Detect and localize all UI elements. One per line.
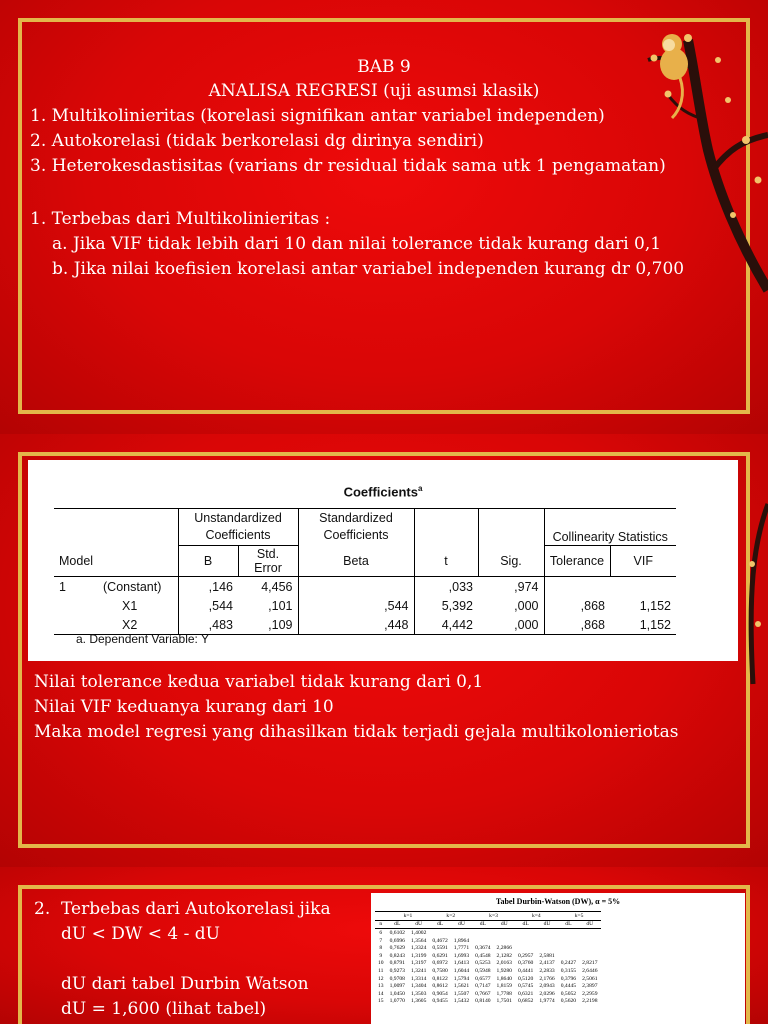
table-cell: 0,6577 <box>475 975 491 982</box>
dw-sub-header: dU <box>500 921 508 928</box>
conclusion-line-3: Maka model regresi yang dihasilkan tidak terjadi gejala multikolonieriotas <box>34 722 679 742</box>
table-cell <box>515 944 536 952</box>
table-cell: 0,8140 <box>475 998 491 1005</box>
table-cell: 0,8122 <box>432 975 448 982</box>
table-cell: 2,3897 <box>582 983 598 990</box>
table-cell <box>515 937 536 945</box>
table-cell: 1,3605 <box>410 998 427 1005</box>
col-sig: Sig. <box>478 546 544 577</box>
dw-k-header: k=1 <box>403 912 413 919</box>
durbin-watson-table-image <box>371 893 745 1024</box>
table-cell <box>451 929 472 937</box>
table-cell: 1,0097 <box>389 983 405 990</box>
table-cell: 1,3404 <box>410 983 427 990</box>
table-cell: 1,3503 <box>410 990 427 997</box>
table-row <box>375 952 601 960</box>
table-cell: 0,4672 <box>432 937 448 944</box>
table-cell: 1,3199 <box>410 952 427 959</box>
col-vif: VIF <box>610 546 676 577</box>
table-row <box>375 929 601 937</box>
table-cell <box>579 952 600 960</box>
table-cell: 0,4445 <box>560 983 577 990</box>
table-cell: 2,0296 <box>539 990 555 997</box>
col-std-error: Std. Error <box>238 546 298 577</box>
table-cell: 0,6852 <box>517 998 534 1005</box>
table-cell: 1,6413 <box>453 960 470 967</box>
table-row <box>375 944 601 952</box>
table-cell: 13 <box>378 983 384 990</box>
slide-title: BAB 9 <box>357 57 411 77</box>
dw-k-header: k=5 <box>574 912 584 919</box>
table-cell: 1,5507 <box>453 990 470 997</box>
table-row: X1 ,544 ,101 ,544 5,392 ,000 ,868 1,152 <box>54 596 676 615</box>
table-cell: 2,6446 <box>582 967 598 974</box>
criteria-b: b. Jika nilai koefisien korelasi antar variabel independen kurang dr 0,700 <box>52 259 685 279</box>
table-cell: 0,5620 <box>560 998 577 1005</box>
section-heading: 1. Terbebas dari Multikolinieritas : <box>30 209 331 229</box>
dw-sub-header: dL <box>522 921 529 928</box>
du-source: dU dari tabel Durbin Watson <box>34 974 309 994</box>
table-cell: 0,2957 <box>517 952 534 959</box>
table-cell: 1,3324 <box>410 945 427 952</box>
slide-subtitle: ANALISA REGRESI (uji asumsi klasik) <box>208 81 540 101</box>
col-tolerance: Tolerance <box>544 546 610 577</box>
table-cell: 0,7580 <box>432 967 448 974</box>
table-cell: 2,5881 <box>539 952 555 959</box>
table-cell: 14 <box>378 990 384 997</box>
table-cell <box>515 929 536 937</box>
coefficients-table <box>54 508 676 635</box>
table-cell: 0,7667 <box>475 990 491 997</box>
slide-2 <box>0 434 768 867</box>
table-cell: 0,8612 <box>432 983 448 990</box>
dw-sub-header: dU <box>543 921 551 928</box>
table-cell: 1,6044 <box>453 967 470 974</box>
col-beta: Beta <box>298 546 414 577</box>
dw-sub-header: dL <box>394 921 401 928</box>
table-cell: 1,8640 <box>496 975 512 982</box>
table-cell: 2,2198 <box>582 998 598 1005</box>
table-cell: 1,3197 <box>410 960 427 967</box>
dw-sub-header: dL <box>479 921 486 928</box>
du-value: dU = 1,600 (lihat tabel) <box>34 999 267 1019</box>
autocorrelation-heading: 2. Terbebas dari Autokorelasi jika <box>34 899 331 919</box>
table-row <box>375 982 601 990</box>
table-cell: 0,5052 <box>560 990 577 997</box>
dw-sub-header: dL <box>565 921 572 928</box>
table-cell: 2,1766 <box>539 975 555 982</box>
table-cell: 0,5948 <box>475 967 491 974</box>
table-cell: 2,8217 <box>582 960 598 967</box>
table-row: X2 ,483 ,109 ,448 4,442 ,000 ,868 1,152 <box>54 615 676 635</box>
table-cell: 15 <box>378 998 384 1005</box>
table-cell: 0,3674 <box>475 945 491 952</box>
dw-sub-header: dU <box>415 921 423 928</box>
table-cell: 0,9054 <box>432 990 448 997</box>
table-cell <box>536 944 557 952</box>
table-cell <box>558 929 579 937</box>
table-cell: 6 <box>379 929 383 936</box>
table-cell <box>536 929 557 937</box>
table-cell: 11 <box>378 967 384 974</box>
coefficients-table-image <box>28 460 738 661</box>
table-cell <box>579 929 600 937</box>
table-cell: 0,5745 <box>517 983 534 990</box>
table-cell: 2,2959 <box>582 990 598 997</box>
table-cell: 1,5794 <box>453 975 470 982</box>
dw-sub-header: dU <box>458 921 465 928</box>
autocorrelation-condition: dU < DW < 4 - dU <box>34 924 221 944</box>
dw-sub-header: dL <box>436 921 444 928</box>
slide-3 <box>0 867 768 1024</box>
table-row <box>375 937 601 945</box>
dw-k-header: k=2 <box>446 912 456 919</box>
table-cell: 8 <box>379 945 383 952</box>
table-row <box>375 998 601 1006</box>
table-cell: 1,8159 <box>496 983 512 990</box>
dw-sub-header: dU <box>586 921 594 928</box>
table-cell: 2,1282 <box>496 952 512 959</box>
dw-table-title: Tabel Durbin-Watson (DW), α = 5% <box>495 897 621 906</box>
table-cell <box>429 929 450 937</box>
table-cell: 0,7147 <box>475 983 491 990</box>
table-cell: 1,5432 <box>453 998 470 1005</box>
table-cell: 0,9273 <box>389 967 405 974</box>
table-cell <box>558 944 579 952</box>
table-cell <box>472 937 493 945</box>
table-cell <box>579 937 600 945</box>
table-cell: 0,4441 <box>517 967 534 974</box>
table-row <box>375 975 601 983</box>
header-unstandardized: Unstandardized Coefficients <box>178 509 298 546</box>
table-cell: 0,6321 <box>517 990 534 997</box>
table-cell: 1,0770 <box>389 998 405 1005</box>
table-cell: 0,8791 <box>389 960 405 967</box>
table-cell: 10 <box>378 960 384 967</box>
table-cell: 1,7788 <box>496 990 512 997</box>
table-cell: 0,8243 <box>389 952 405 959</box>
table-cell: 0,3155 <box>560 967 577 974</box>
conclusion-line-2: Nilai VIF keduanya kurang dari 10 <box>34 697 334 717</box>
table-cell: 2,0163 <box>496 960 512 967</box>
table-cell: 2,0943 <box>539 983 555 990</box>
table-cell: 0,5253 <box>475 960 491 967</box>
table-cell: 1,7501 <box>496 998 512 1005</box>
table-cell <box>494 929 515 937</box>
table-cell: 2,5061 <box>582 975 598 982</box>
coefficients-title: Coefficients$^a$ <box>343 484 423 500</box>
table-footnote: a. Dependent Variable: Y <box>76 632 209 646</box>
table-cell <box>536 937 557 945</box>
table-cell: 0,2427 <box>560 960 577 967</box>
table-cell: 12 <box>378 975 384 982</box>
table-cell: 0,4548 <box>475 952 491 959</box>
col-model: Model <box>54 546 178 577</box>
slide-1 <box>0 0 768 434</box>
table-cell <box>558 952 579 960</box>
table-cell: 1,9280 <box>496 967 512 974</box>
point-1: 1. Multikolinieritas (korelasi signifikan antar variabel independen) <box>30 106 605 126</box>
table-cell: 0,6972 <box>432 960 448 967</box>
table-cell: 0,6102 <box>389 929 405 936</box>
conclusion-line-1: Nilai tolerance kedua variabel tidak kurang dari 0,1 <box>34 672 484 692</box>
table-cell <box>558 937 579 945</box>
table-row <box>375 990 601 998</box>
table-cell: 0,3796 <box>560 975 577 982</box>
table-cell: 1,6993 <box>453 952 470 959</box>
col-b: B <box>178 546 238 577</box>
table-cell: 1,3241 <box>410 967 427 974</box>
dw-k-header: k=4 <box>531 912 541 919</box>
table-cell: 1,3564 <box>410 937 427 944</box>
table-cell: 2,4137 <box>539 960 555 967</box>
table-cell: 0,6996 <box>389 937 405 944</box>
durbin-watson-table <box>375 911 601 1005</box>
table-cell: 2,2866 <box>496 945 512 952</box>
dw-sub-header: n <box>379 921 383 928</box>
table-row <box>375 960 601 968</box>
point-2: 2. Autokorelasi (tidak berkorelasi dg dirinya sendiri) <box>30 131 484 151</box>
table-cell: 0,6291 <box>432 952 448 959</box>
point-3: 3. Heterokesdastisitas (varians dr residual tidak sama utk 1 pengamatan) <box>30 156 666 176</box>
table-row <box>375 967 601 975</box>
table-cell: 1,8964 <box>453 937 470 944</box>
table-cell: 0,7629 <box>389 945 405 952</box>
table-cell: 9 <box>379 952 383 959</box>
table-cell: 0,9455 <box>432 998 448 1005</box>
table-cell <box>579 944 600 952</box>
table-cell <box>494 937 515 945</box>
table-cell: 1,4002 <box>410 929 427 936</box>
col-t: t <box>414 546 478 577</box>
header-collinearity: Collinearity Statistics <box>544 509 676 546</box>
table-cell: 1,5621 <box>453 983 470 990</box>
table-row: 1 (Constant) ,146 4,456 ,033 ,974 <box>54 577 676 597</box>
dw-k-header: k=3 <box>489 912 498 919</box>
table-cell: 0,5120 <box>517 975 534 982</box>
table-cell: 0,9708 <box>389 975 405 982</box>
table-cell: 1,7771 <box>453 945 470 952</box>
header-standardized: Standardized Coefficients <box>298 509 414 546</box>
table-cell: 1,3314 <box>410 975 427 982</box>
table-cell: 2,2833 <box>539 967 555 974</box>
table-cell: 7 <box>379 937 383 944</box>
table-cell: 0,3760 <box>517 960 534 967</box>
table-cell: 1,9774 <box>539 998 555 1005</box>
table-cell <box>472 929 493 937</box>
criteria-a: a. Jika VIF tidak lebih dari 10 dan nilai tolerance tidak kurang dari 0,1 <box>52 234 662 254</box>
table-cell: 0,5591 <box>432 945 448 952</box>
table-cell: 1,0450 <box>389 990 405 997</box>
